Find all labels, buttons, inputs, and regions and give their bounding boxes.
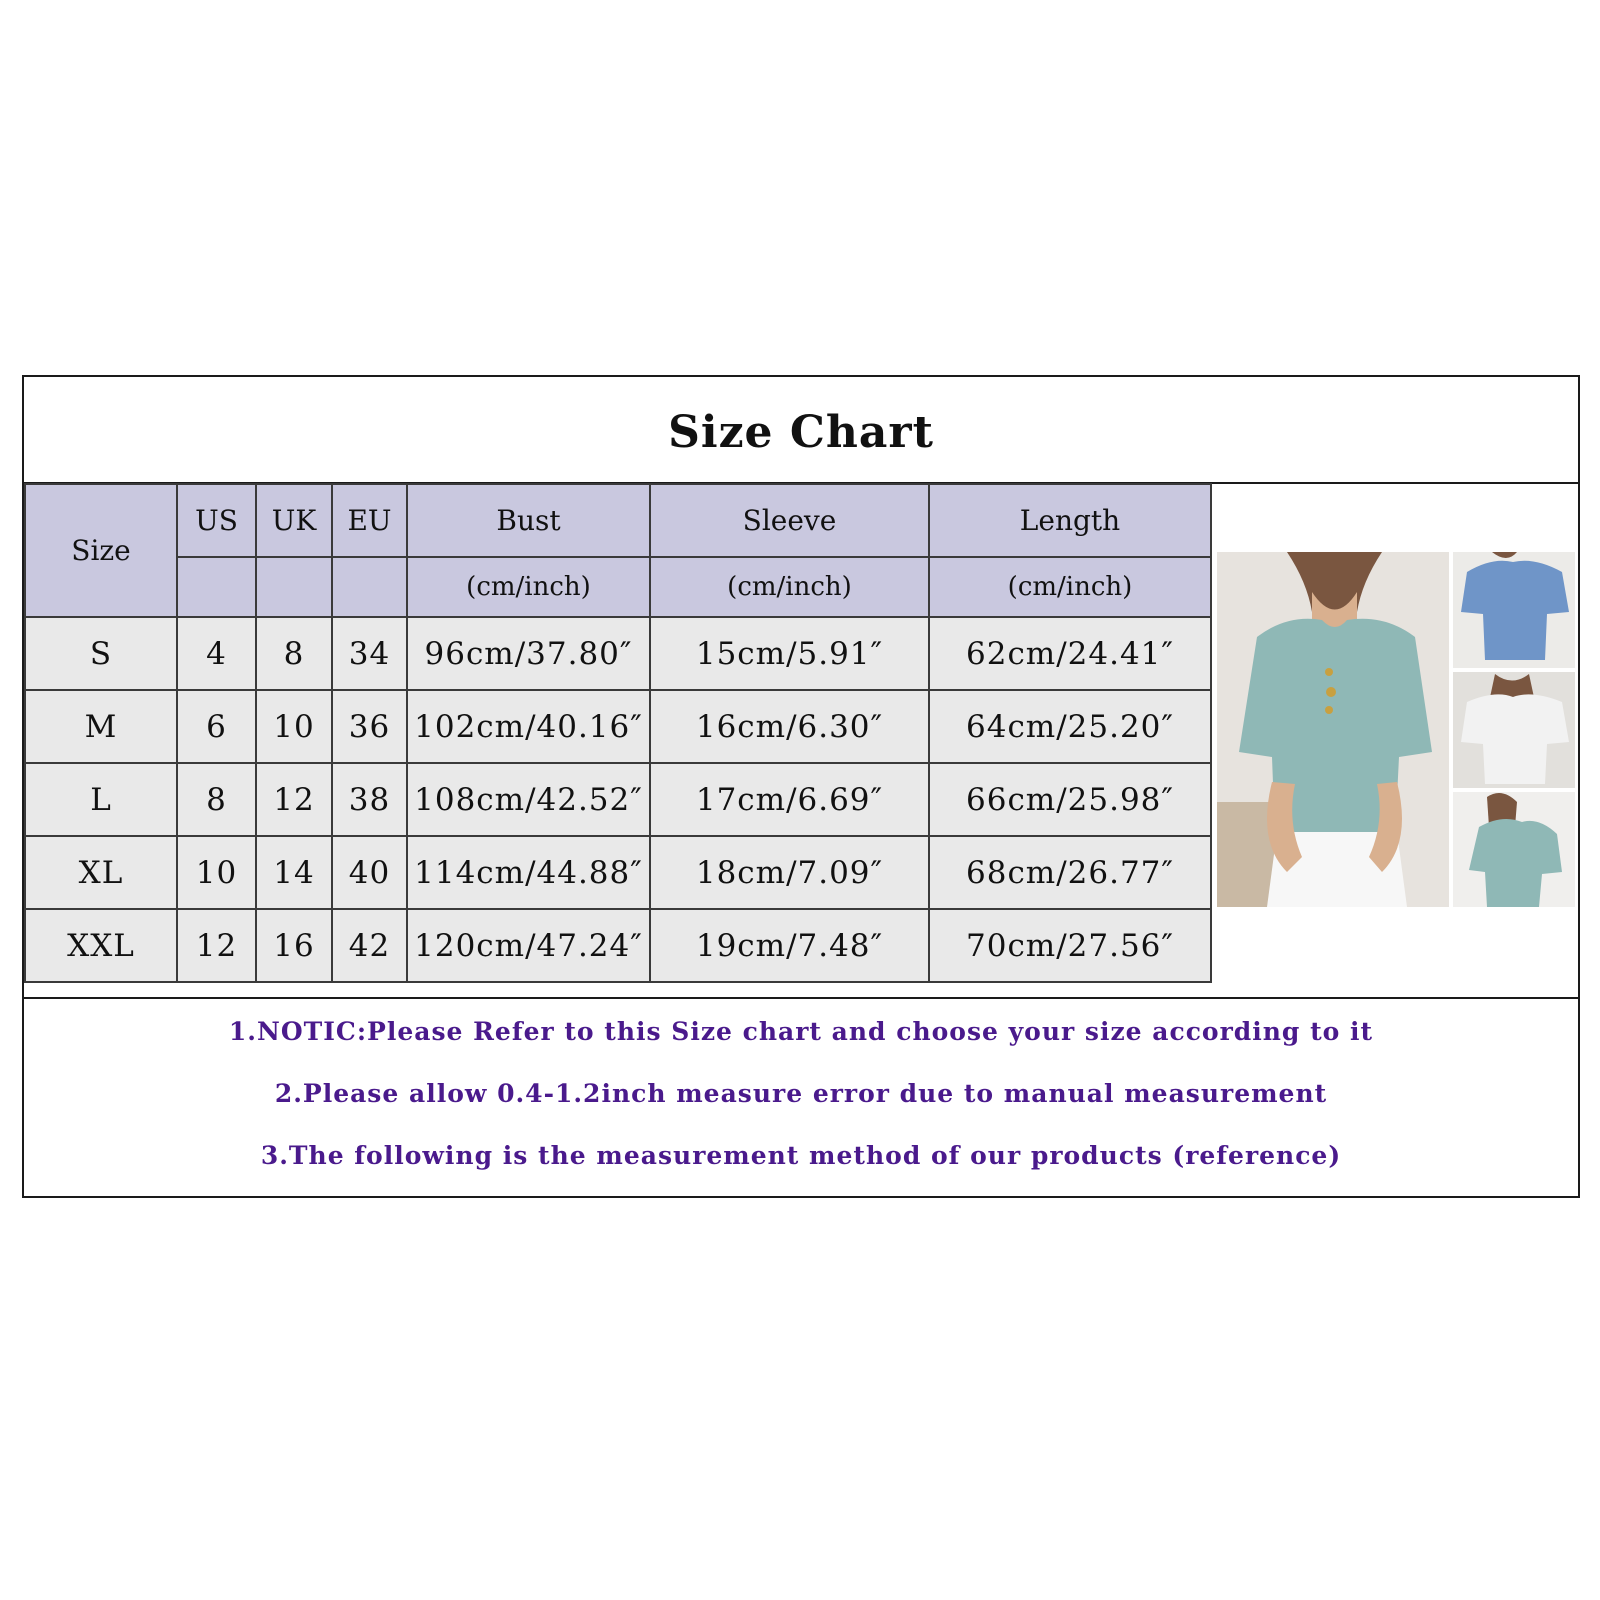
header-bust-unit: (cm/inch) (407, 557, 650, 617)
cell-uk: 16 (256, 909, 332, 982)
note-3: 3.The following is the measurement method of our products (reference) (260, 1141, 1342, 1170)
product-photo-illustration (1217, 552, 1575, 907)
cell-sleeve: 18cm/7.09″ (650, 836, 929, 909)
cell-eu: 42 (332, 909, 407, 982)
thumbnail-white-shirt (1453, 672, 1575, 788)
cell-bust: 108cm/42.52″ (407, 763, 650, 836)
page-title: Size Chart (668, 407, 934, 458)
cell-length: 70cm/27.56″ (929, 909, 1211, 982)
cell-bust: 114cm/44.88″ (407, 836, 650, 909)
cell-us: 10 (177, 836, 256, 909)
cell-bust: 102cm/40.16″ (407, 690, 650, 763)
header-us-unit (177, 557, 256, 617)
thumbnail-blue-shirt (1453, 552, 1575, 668)
cell-eu: 40 (332, 836, 407, 909)
cell-length: 68cm/26.77″ (929, 836, 1211, 909)
thumbnail-green-shirt (1453, 792, 1575, 907)
header-eu: EU (332, 484, 407, 557)
cell-sleeve: 17cm/6.69″ (650, 763, 929, 836)
header-bust: Bust (407, 484, 650, 557)
cell-size: M (25, 690, 177, 763)
cell-uk: 10 (256, 690, 332, 763)
cell-eu: 34 (332, 617, 407, 690)
cell-size: XL (25, 836, 177, 909)
cell-length: 66cm/25.98″ (929, 763, 1211, 836)
table-unit-row (25, 557, 1211, 617)
table-header-row (25, 484, 1211, 557)
header-eu-unit (332, 557, 407, 617)
cell-bust: 120cm/47.24″ (407, 909, 650, 982)
cell-uk: 8 (256, 617, 332, 690)
cell-size: S (25, 617, 177, 690)
table-row (25, 617, 1211, 690)
product-photo-collage (1217, 552, 1575, 907)
header-uk: UK (256, 484, 332, 557)
cell-sleeve: 15cm/5.91″ (650, 617, 929, 690)
table-row (25, 763, 1211, 836)
header-length: Length (929, 484, 1211, 557)
cell-bust: 96cm/37.80″ (407, 617, 650, 690)
header-sleeve-unit: (cm/inch) (650, 557, 929, 617)
cell-size: XXL (25, 909, 177, 982)
cell-length: 62cm/24.41″ (929, 617, 1211, 690)
header-us: US (177, 484, 256, 557)
cell-size: L (25, 763, 177, 836)
main-product-photo (1217, 552, 1449, 907)
size-table (24, 483, 1212, 983)
table-row (25, 836, 1211, 909)
cell-eu: 36 (332, 690, 407, 763)
note-2: 2.Please allow 0.4-1.2inch measure error due to manual measurement (274, 1079, 1328, 1108)
header-size: Size (25, 484, 177, 617)
cell-us: 6 (177, 690, 256, 763)
notes-divider (24, 997, 1578, 999)
cell-sleeve: 19cm/7.48″ (650, 909, 929, 982)
table-row (25, 690, 1211, 763)
table-row (25, 909, 1211, 982)
header-length-unit: (cm/inch) (929, 557, 1211, 617)
cell-us: 8 (177, 763, 256, 836)
cell-us: 4 (177, 617, 256, 690)
cell-eu: 38 (332, 763, 407, 836)
cell-length: 64cm/25.20″ (929, 690, 1211, 763)
note-1: 1.NOTIC:Please Refer to this Size chart and choose your size according to it (228, 1017, 1374, 1046)
cell-uk: 12 (256, 763, 332, 836)
size-chart-frame (22, 375, 1580, 1198)
header-uk-unit (256, 557, 332, 617)
cell-uk: 14 (256, 836, 332, 909)
cell-us: 12 (177, 909, 256, 982)
cell-sleeve: 16cm/6.30″ (650, 690, 929, 763)
header-sleeve: Sleeve (650, 484, 929, 557)
